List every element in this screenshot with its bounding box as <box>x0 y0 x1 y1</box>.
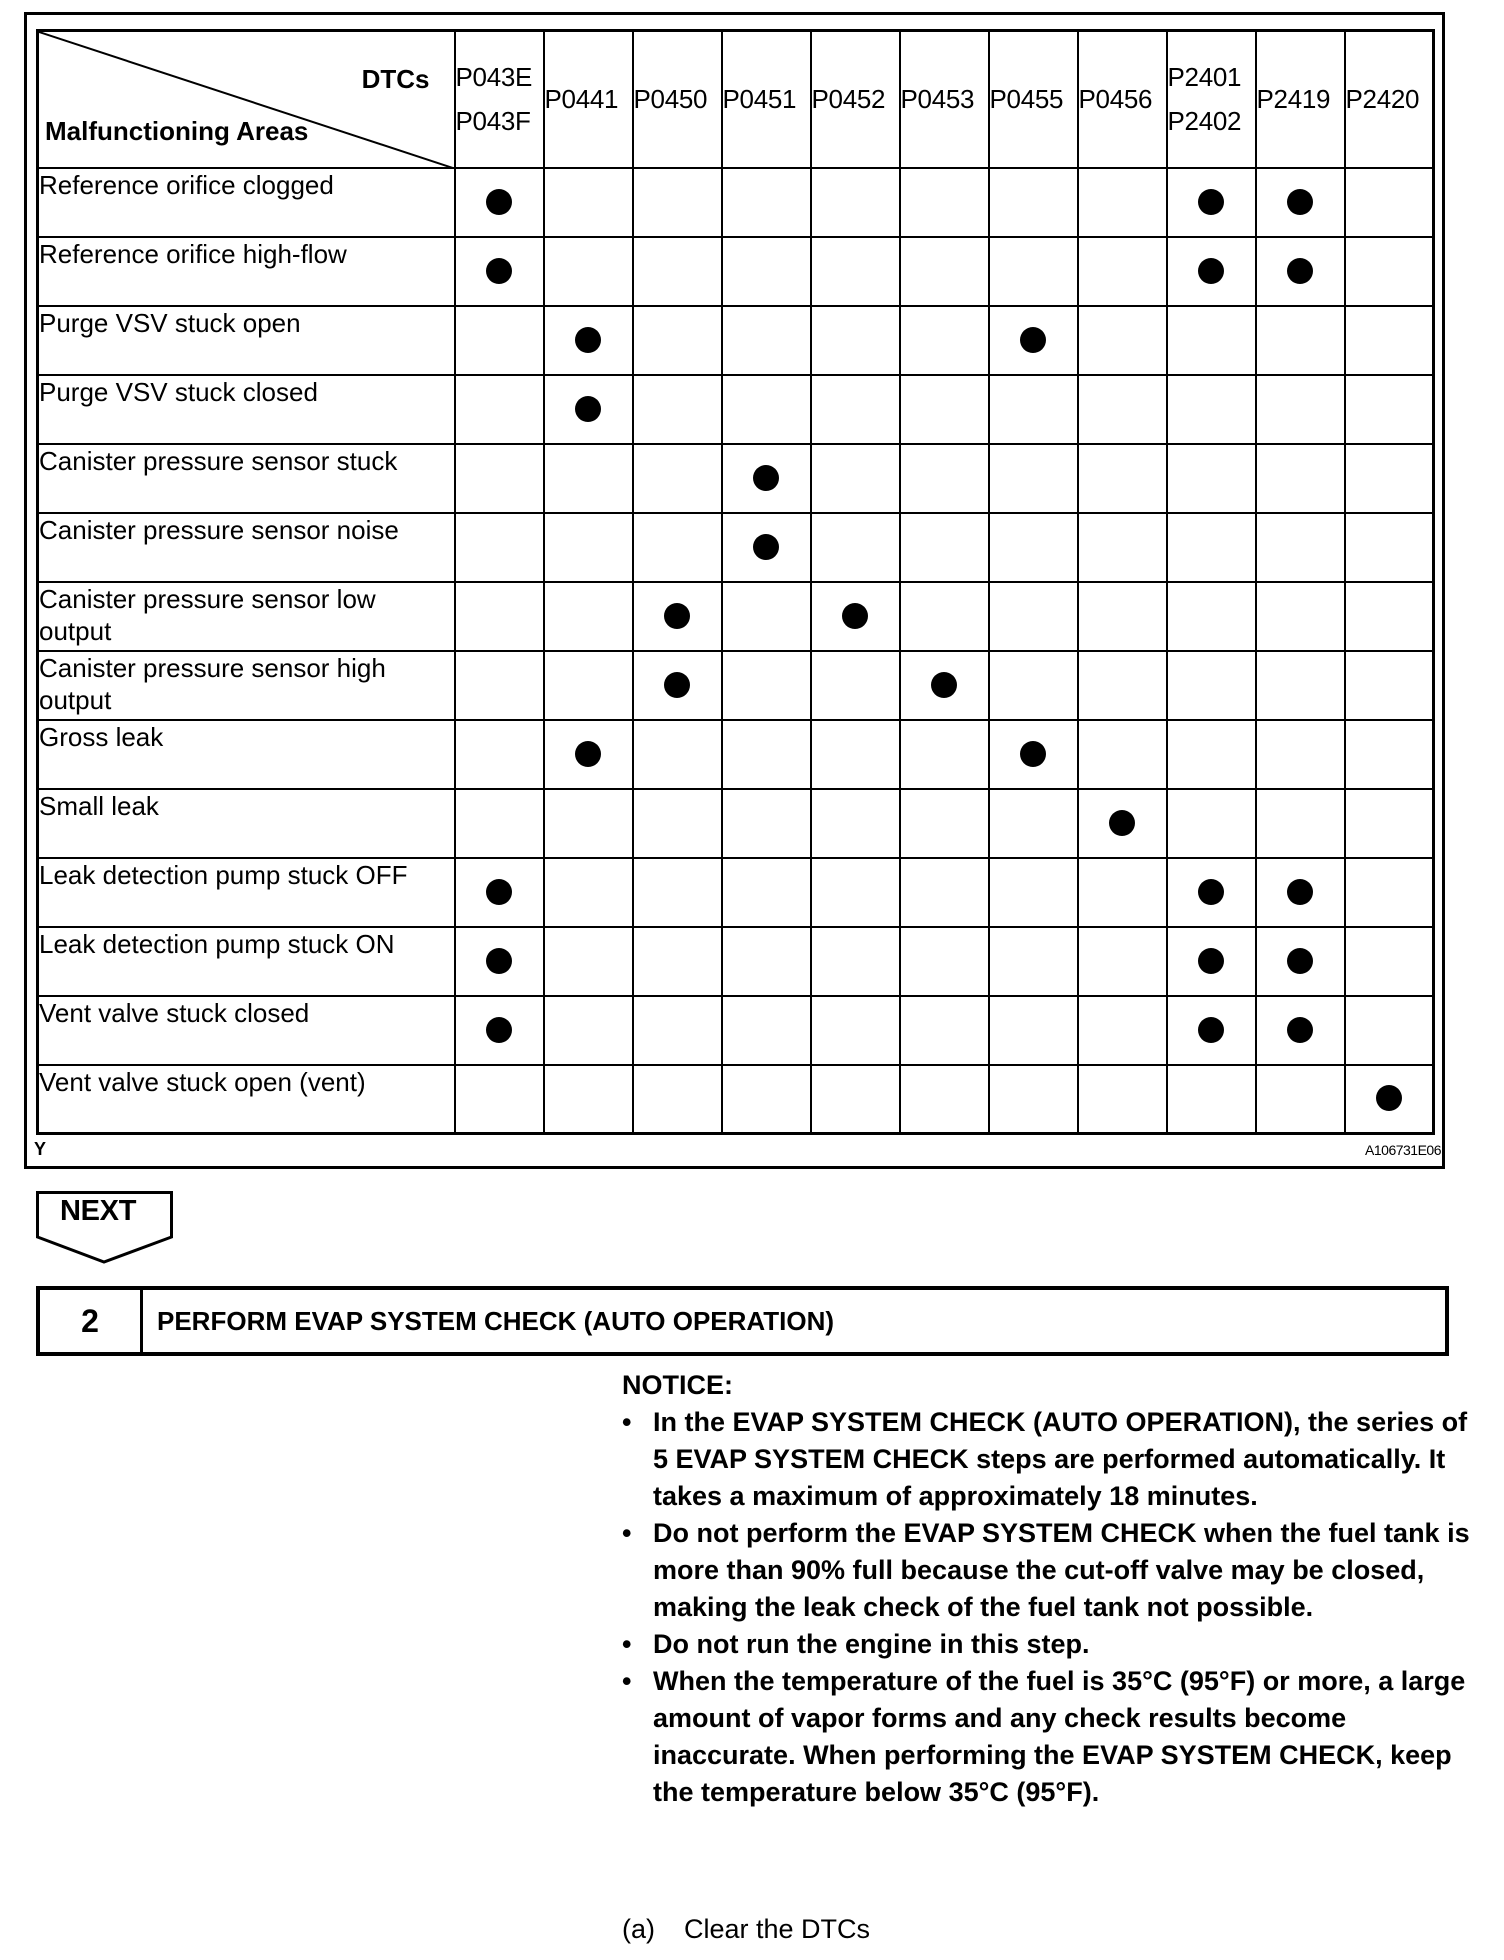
dtc-mark-cell <box>900 996 989 1065</box>
dtc-mark-cell <box>722 168 811 237</box>
dtc-mark-cell <box>900 444 989 513</box>
malfunction-area-cell: Canister pressure sensor noise <box>38 513 455 582</box>
dtc-mark-cell <box>811 720 900 789</box>
dtc-mark-cell <box>1167 375 1256 444</box>
dtc-mark-cell <box>1078 996 1167 1065</box>
dtc-mark-cell <box>989 513 1078 582</box>
dtc-mark-cell <box>1345 996 1434 1065</box>
bullet-icon: • <box>622 1666 632 1696</box>
dtc-mark-cell <box>1256 996 1345 1065</box>
filled-circle-icon <box>753 534 779 560</box>
step-number: 2 <box>40 1290 143 1352</box>
dtc-mark-cell <box>1345 651 1434 720</box>
dtc-mark-cell <box>722 858 811 927</box>
dtc-matrix-table <box>36 29 1435 1135</box>
dtc-mark-cell <box>811 1065 900 1134</box>
notice-item-text: Do not perform the EVAP SYSTEM CHECK when the fuel tank is more than 90% full because the cut-off valve may be closed, making the leak check of the fuel tank not possible. <box>653 1518 1470 1622</box>
dtc-mark-cell <box>900 927 989 996</box>
dtc-mark-cell <box>544 513 633 582</box>
notice-item <box>622 1515 1482 1626</box>
dtc-mark-cell <box>1167 513 1256 582</box>
dtc-column-header <box>1256 31 1345 168</box>
dtc-code: P2401 <box>1167 62 1242 93</box>
dtc-mark-cell <box>811 651 900 720</box>
dtc-mark-cell <box>544 582 633 651</box>
dtc-mark-cell <box>1256 927 1345 996</box>
dtc-mark-cell <box>1078 375 1167 444</box>
filled-circle-icon <box>842 603 868 629</box>
filled-circle-icon <box>575 741 601 767</box>
dtc-mark-cell <box>1167 306 1256 375</box>
filled-circle-icon <box>664 603 690 629</box>
dtc-column-header <box>1078 31 1167 168</box>
dtc-mark-cell <box>544 720 633 789</box>
dtc-column-header <box>722 31 811 168</box>
filled-circle-icon <box>1287 258 1313 284</box>
dtc-mark-cell <box>811 513 900 582</box>
dtc-mark-cell <box>633 582 722 651</box>
diagonal-divider <box>39 32 456 169</box>
dtc-mark-cell <box>1078 237 1167 306</box>
substep-text: Clear the DTCs <box>684 1914 871 1944</box>
filled-circle-icon <box>575 396 601 422</box>
filled-circle-icon <box>486 948 512 974</box>
notice-item <box>622 1404 1482 1515</box>
dtc-mark-cell <box>455 168 544 237</box>
dtc-mark-cell <box>633 858 722 927</box>
table-row <box>38 996 1434 1065</box>
dtc-code: P043F <box>455 106 531 137</box>
dtc-mark-cell <box>1256 306 1345 375</box>
dtc-code: P2419 <box>1256 84 1331 115</box>
dtc-mark-cell <box>1345 582 1434 651</box>
dtc-code: P043E <box>455 62 533 93</box>
dtc-mark-cell <box>1167 789 1256 858</box>
dtc-mark-cell <box>1167 582 1256 651</box>
malfunction-area-cell: Leak detection pump stuck OFF <box>38 858 455 927</box>
dtc-mark-cell <box>455 858 544 927</box>
dtc-mark-cell <box>722 444 811 513</box>
dtc-mark-cell <box>811 858 900 927</box>
dtc-mark-cell <box>633 306 722 375</box>
dtc-mark-cell <box>900 720 989 789</box>
bullet-icon: • <box>622 1407 632 1437</box>
filled-circle-icon <box>486 258 512 284</box>
dtc-mark-cell <box>1256 513 1345 582</box>
dtc-mark-cell <box>455 306 544 375</box>
dtc-mark-cell <box>1167 1065 1256 1134</box>
table-row <box>38 444 1434 513</box>
dtc-mark-cell <box>900 789 989 858</box>
dtc-code: P0451 <box>722 84 797 115</box>
dtc-mark-cell <box>633 789 722 858</box>
dtc-column-header <box>633 31 722 168</box>
dtc-mark-cell <box>633 375 722 444</box>
dtc-mark-cell <box>1078 444 1167 513</box>
dtc-mark-cell <box>1078 789 1167 858</box>
dtc-mark-cell <box>900 168 989 237</box>
dtc-mark-cell <box>1256 720 1345 789</box>
dtc-mark-cell <box>900 1065 989 1134</box>
dtc-column-header <box>455 31 544 168</box>
dtc-column-header <box>1167 31 1256 168</box>
dtc-mark-cell <box>1078 651 1167 720</box>
dtc-mark-cell <box>455 789 544 858</box>
dtc-code: P0450 <box>633 84 708 115</box>
dtc-mark-cell <box>1256 444 1345 513</box>
dtc-mark-cell <box>544 651 633 720</box>
malfunction-area-cell: Purge VSV stuck closed <box>38 375 455 444</box>
filled-circle-icon <box>1287 948 1313 974</box>
dtc-mark-cell <box>722 789 811 858</box>
dtc-mark-cell <box>722 513 811 582</box>
dtc-mark-cell <box>1167 858 1256 927</box>
dtc-mark-cell <box>1256 375 1345 444</box>
dtc-mark-cell <box>722 582 811 651</box>
dtc-mark-cell <box>811 927 900 996</box>
dtc-mark-cell <box>900 582 989 651</box>
dtc-mark-cell <box>1256 789 1345 858</box>
dtc-mark-cell <box>455 513 544 582</box>
notice-item <box>622 1663 1482 1811</box>
dtc-mark-cell <box>811 306 900 375</box>
dtc-code: P2402 <box>1167 106 1242 137</box>
dtc-mark-cell <box>900 858 989 927</box>
dtc-mark-cell <box>989 789 1078 858</box>
dtc-mark-cell <box>633 444 722 513</box>
dtc-mark-cell <box>1256 1065 1345 1134</box>
dtc-mark-cell <box>633 1065 722 1134</box>
dtc-mark-cell <box>544 168 633 237</box>
filled-circle-icon <box>1198 879 1224 905</box>
dtc-mark-cell <box>544 1065 633 1134</box>
next-button-label: NEXT <box>60 1195 137 1227</box>
dtc-mark-cell <box>900 375 989 444</box>
filled-circle-icon <box>1020 327 1046 353</box>
filled-circle-icon <box>1198 948 1224 974</box>
filled-circle-icon <box>1198 189 1224 215</box>
step-title: PERFORM EVAP SYSTEM CHECK (AUTO OPERATION) <box>157 1305 835 1336</box>
dtc-mark-cell <box>455 651 544 720</box>
next-button[interactable] <box>36 1191 173 1263</box>
dtc-mark-cell <box>1167 651 1256 720</box>
dtc-mark-cell <box>455 237 544 306</box>
dtc-mark-cell <box>811 168 900 237</box>
malfunction-area-cell: Canister pressure sensor low output <box>38 582 455 651</box>
dtc-mark-cell <box>989 444 1078 513</box>
dtc-mark-cell <box>1345 237 1434 306</box>
dtc-mark-cell <box>811 789 900 858</box>
filled-circle-icon <box>486 1017 512 1043</box>
dtc-mark-cell <box>455 444 544 513</box>
notice-item-text: Do not run the engine in this step. <box>653 1629 1090 1659</box>
dtc-mark-cell <box>455 1065 544 1134</box>
dtc-mark-cell <box>1345 927 1434 996</box>
dtc-mark-cell <box>633 651 722 720</box>
filled-circle-icon <box>1287 1017 1313 1043</box>
dtc-code: P0453 <box>900 84 975 115</box>
dtc-mark-cell <box>544 927 633 996</box>
table-row <box>38 306 1434 375</box>
dtc-mark-cell <box>1345 306 1434 375</box>
dtc-mark-cell <box>811 996 900 1065</box>
notice-block <box>622 1367 1482 1811</box>
table-corner-cell <box>38 31 455 168</box>
dtc-mark-cell <box>900 513 989 582</box>
dtc-mark-cell <box>989 375 1078 444</box>
dtc-code: P2420 <box>1345 84 1420 115</box>
dtc-mark-cell <box>722 996 811 1065</box>
filled-circle-icon <box>1109 810 1135 836</box>
figure-corner-label: Y <box>34 1139 47 1159</box>
dtc-mark-cell <box>989 858 1078 927</box>
dtc-mark-cell <box>455 927 544 996</box>
dtc-mark-cell <box>455 720 544 789</box>
malfunction-area-cell: Small leak <box>38 789 455 858</box>
dtc-mark-cell <box>455 375 544 444</box>
dtc-mark-cell <box>1256 237 1345 306</box>
dtc-column-header <box>900 31 989 168</box>
notice-item-text: In the EVAP SYSTEM CHECK (AUTO OPERATION), the series of 5 EVAP SYSTEM CHECK steps are performed automatically. It takes a maximum of approximately 18 minutes. <box>653 1407 1468 1511</box>
dtc-mark-cell <box>989 582 1078 651</box>
dtc-mark-cell <box>811 444 900 513</box>
dtc-mark-cell <box>989 996 1078 1065</box>
filled-circle-icon <box>753 465 779 491</box>
dtc-mark-cell <box>722 927 811 996</box>
dtc-mark-cell <box>1167 720 1256 789</box>
dtc-column-header <box>989 31 1078 168</box>
bullet-icon: • <box>622 1518 632 1548</box>
dtc-mark-cell <box>989 651 1078 720</box>
dtc-mark-cell <box>633 168 722 237</box>
filled-circle-icon <box>664 672 690 698</box>
dtc-mark-cell <box>811 582 900 651</box>
malfunction-area-cell: Leak detection pump stuck ON <box>38 927 455 996</box>
dtc-mark-cell <box>1167 927 1256 996</box>
dtc-mark-cell <box>1167 444 1256 513</box>
dtc-mark-cell <box>989 168 1078 237</box>
dtc-mark-cell <box>1345 720 1434 789</box>
dtc-mark-cell <box>544 996 633 1065</box>
table-row <box>38 651 1434 720</box>
dtc-mark-cell <box>633 927 722 996</box>
dtc-mark-cell <box>1078 582 1167 651</box>
table-row <box>38 168 1434 237</box>
malfunction-area-cell: Purge VSV stuck open <box>38 306 455 375</box>
table-header-row <box>38 31 1434 168</box>
dtc-mark-cell <box>1256 858 1345 927</box>
dtc-column-header <box>544 31 633 168</box>
dtc-mark-cell <box>722 651 811 720</box>
notice-list <box>622 1404 1482 1811</box>
dtc-mark-cell <box>722 306 811 375</box>
dtc-mark-cell <box>722 1065 811 1134</box>
filled-circle-icon <box>1287 189 1313 215</box>
malfunction-area-cell: Reference orifice clogged <box>38 168 455 237</box>
filled-circle-icon <box>486 189 512 215</box>
dtc-mark-cell <box>544 444 633 513</box>
filled-circle-icon <box>931 672 957 698</box>
filled-circle-icon <box>1020 741 1046 767</box>
dtc-mark-cell <box>1078 927 1167 996</box>
dtc-column-header <box>1345 31 1434 168</box>
dtc-mark-cell <box>989 1065 1078 1134</box>
dtc-mark-cell <box>1345 375 1434 444</box>
dtc-mark-cell <box>989 720 1078 789</box>
malfunction-area-cell: Gross leak <box>38 720 455 789</box>
dtc-mark-cell <box>1078 168 1167 237</box>
dtc-code: P0452 <box>811 84 886 115</box>
dtc-mark-cell <box>1256 582 1345 651</box>
dtc-mark-cell <box>1345 444 1434 513</box>
dtc-mark-cell <box>1167 996 1256 1065</box>
malfunction-area-cell: Canister pressure sensor stuck <box>38 444 455 513</box>
dtc-mark-cell <box>544 306 633 375</box>
malfunction-area-cell: Canister pressure sensor high output <box>38 651 455 720</box>
dtc-mark-cell <box>1078 858 1167 927</box>
dtc-mark-cell <box>633 996 722 1065</box>
malfunction-area-cell: Vent valve stuck open (vent) <box>38 1065 455 1134</box>
table-row <box>38 720 1434 789</box>
dtc-mark-cell <box>811 237 900 306</box>
table-row <box>38 237 1434 306</box>
substep-a <box>622 1911 870 1948</box>
malfunction-area-cell: Reference orifice high-flow <box>38 237 455 306</box>
dtc-code: P0456 <box>1078 84 1153 115</box>
dtc-mark-cell <box>1345 858 1434 927</box>
bullet-icon: • <box>622 1629 632 1659</box>
dtc-mark-cell <box>989 927 1078 996</box>
malfunction-area-cell: Vent valve stuck closed <box>38 996 455 1065</box>
dtc-mark-cell <box>633 720 722 789</box>
dtc-mark-cell <box>1078 720 1167 789</box>
filled-circle-icon <box>486 879 512 905</box>
dtc-mark-cell <box>1078 306 1167 375</box>
dtc-mark-cell <box>722 720 811 789</box>
dtc-mark-cell <box>1256 651 1345 720</box>
dtc-code: P0455 <box>989 84 1064 115</box>
dtc-mark-cell <box>455 996 544 1065</box>
table-row <box>38 927 1434 996</box>
dtc-mark-cell <box>1256 168 1345 237</box>
dtc-mark-cell <box>900 237 989 306</box>
dtc-mark-cell <box>1167 168 1256 237</box>
dtc-mark-cell <box>1345 168 1434 237</box>
dtc-mark-cell <box>722 375 811 444</box>
filled-circle-icon <box>575 327 601 353</box>
dtc-mark-cell <box>1345 789 1434 858</box>
notice-item <box>622 1626 1482 1663</box>
filled-circle-icon <box>1198 1017 1224 1043</box>
dtc-column-header <box>811 31 900 168</box>
notice-item-text: When the temperature of the fuel is 35°C (95°F) or more, a large amount of vapor forms and any check results become inaccurate. When performing the EVAP SYSTEM CHECK, keep the temperature below 35°C (95°F). <box>653 1666 1466 1807</box>
dtc-mark-cell <box>633 513 722 582</box>
table-row <box>38 375 1434 444</box>
table-row <box>38 513 1434 582</box>
dtc-mark-cell <box>633 237 722 306</box>
dtc-mark-cell <box>544 375 633 444</box>
dtc-code: P0441 <box>544 84 619 115</box>
dtc-mark-cell <box>1078 1065 1167 1134</box>
substep-label: (a) <box>622 1914 655 1944</box>
dtc-mark-cell <box>722 237 811 306</box>
table-row <box>38 1065 1434 1134</box>
filled-circle-icon <box>1198 258 1224 284</box>
notice-heading: NOTICE: <box>622 1370 733 1400</box>
dtcs-axis-label: DTCs <box>361 64 430 94</box>
dtc-mark-cell <box>544 789 633 858</box>
dtc-mark-cell <box>811 375 900 444</box>
dtc-mark-cell <box>989 306 1078 375</box>
table-row <box>38 582 1434 651</box>
filled-circle-icon <box>1287 879 1313 905</box>
dtc-mark-cell <box>900 651 989 720</box>
dtc-mark-cell <box>1078 513 1167 582</box>
dtc-mark-cell <box>1345 1065 1434 1134</box>
step-header <box>36 1286 1449 1356</box>
malfunctioning-areas-axis-label: Malfunctioning Areas <box>45 115 309 146</box>
dtc-mark-cell <box>1345 513 1434 582</box>
table-row <box>38 858 1434 927</box>
filled-circle-icon <box>1376 1085 1402 1111</box>
dtc-mark-cell <box>544 237 633 306</box>
dtc-mark-cell <box>900 306 989 375</box>
dtc-mark-cell <box>544 858 633 927</box>
dtc-mark-cell <box>455 582 544 651</box>
dtc-mark-cell <box>989 237 1078 306</box>
table-row <box>38 789 1434 858</box>
dtc-mark-cell <box>1167 237 1256 306</box>
figure-code: A106731E06 <box>1365 1142 1441 1158</box>
